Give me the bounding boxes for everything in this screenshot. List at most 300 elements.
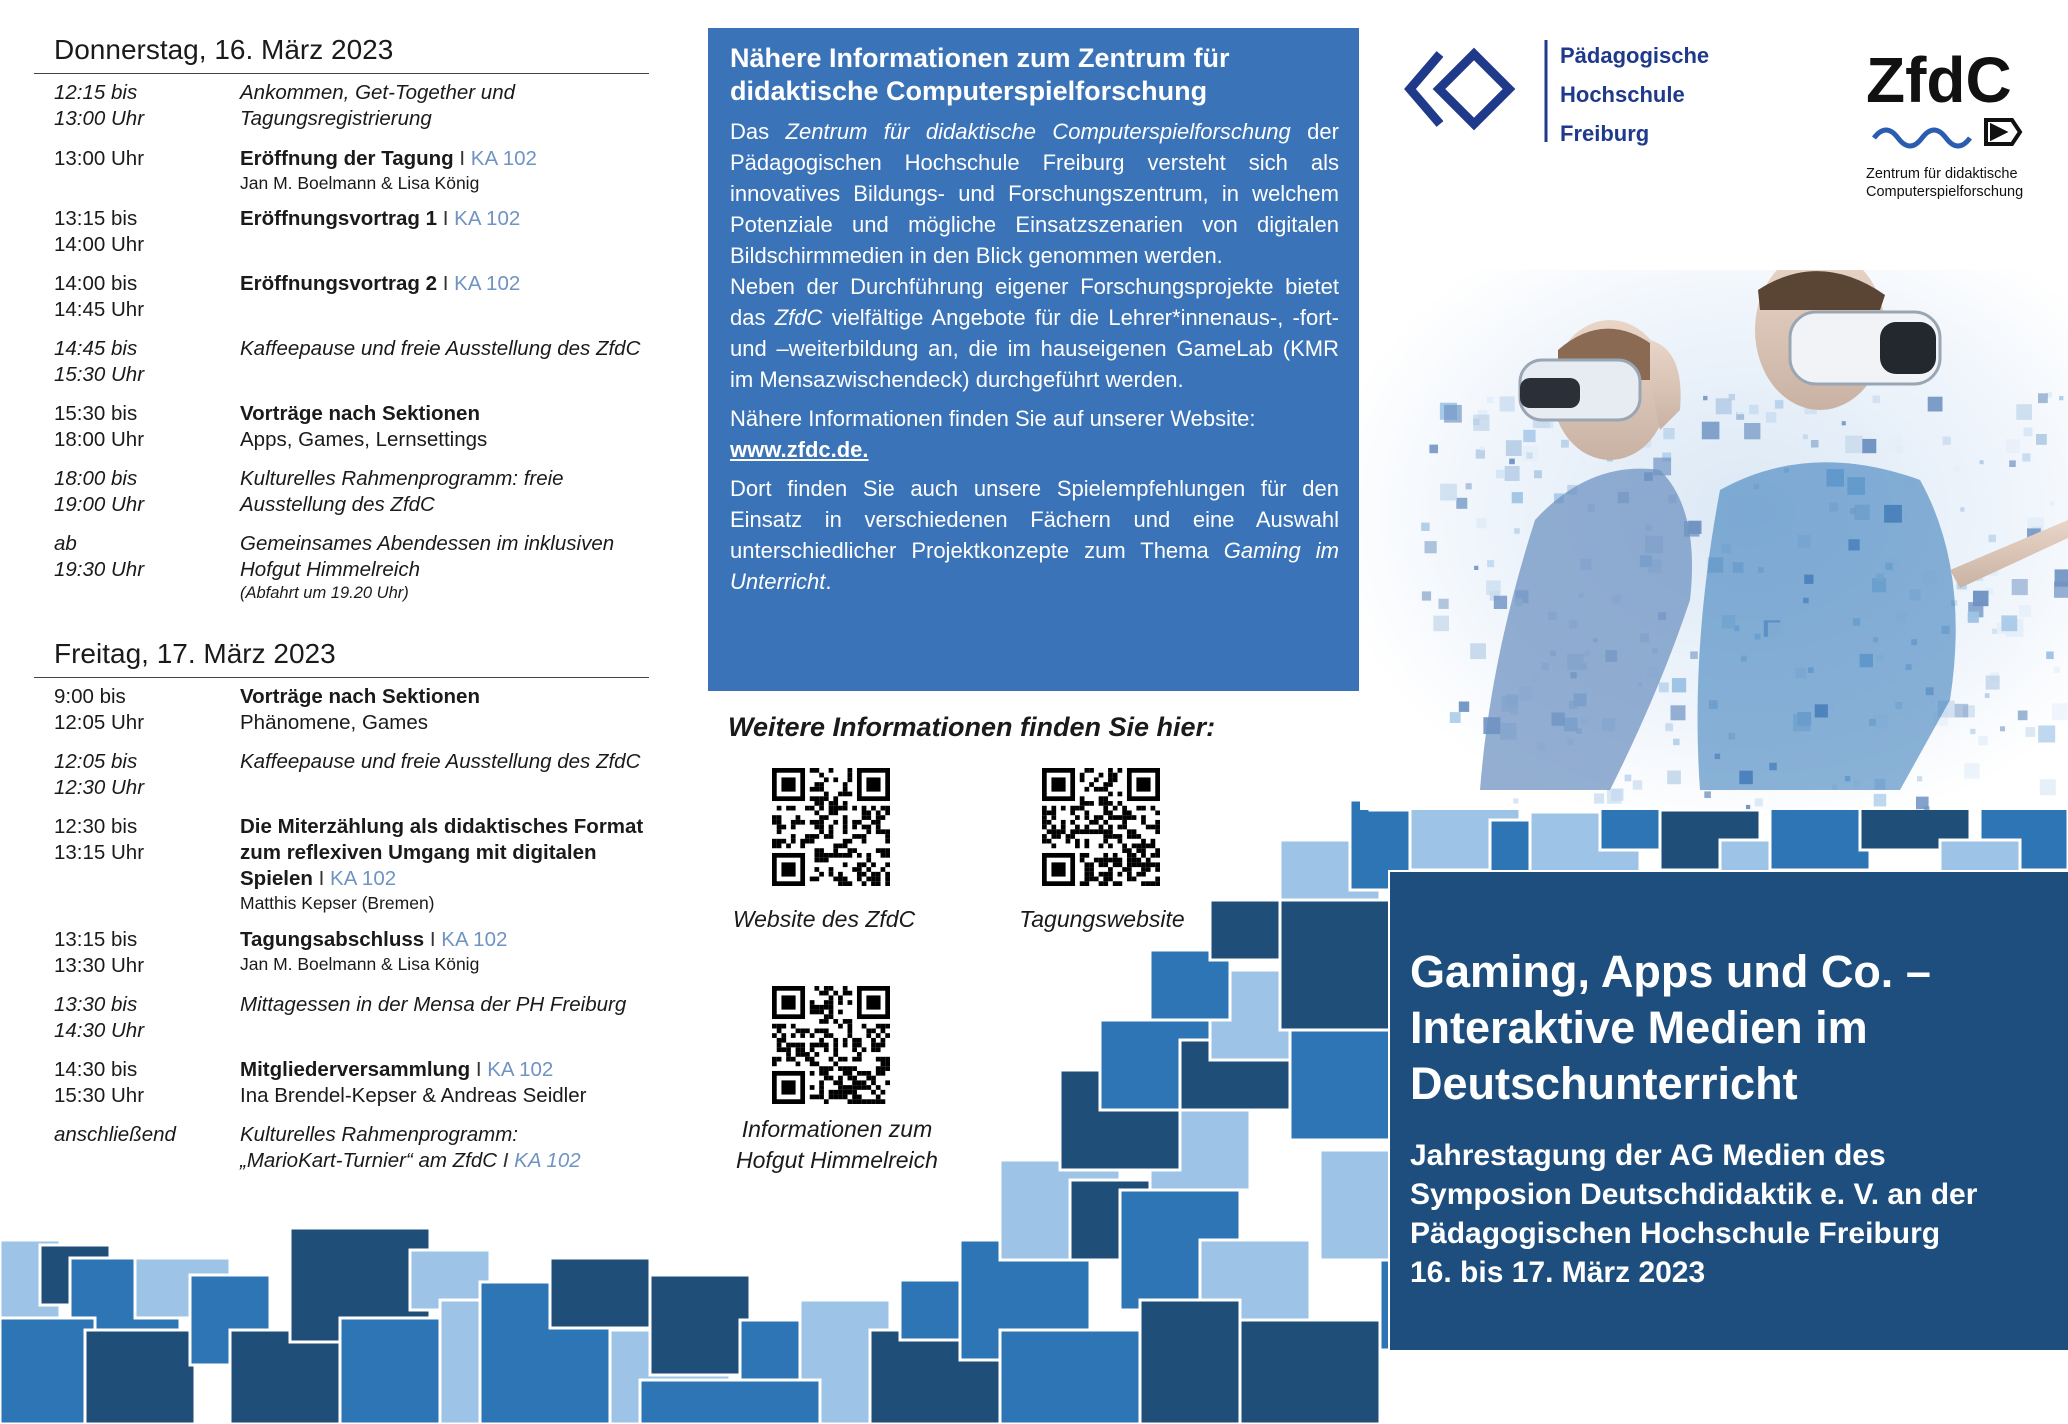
qr-module — [777, 1057, 782, 1062]
mosaic-tile — [550, 1258, 650, 1328]
qr-module — [824, 858, 829, 863]
qr-module — [885, 862, 890, 867]
session-title: Eröffnungsvortrag 1 — [240, 207, 438, 230]
pixel-particle — [1509, 459, 1515, 465]
pixel-particle — [1688, 438, 1700, 450]
qr-module — [814, 1028, 819, 1033]
qr-module — [833, 1038, 838, 1043]
qr-module — [1127, 858, 1132, 863]
qr-module — [848, 1019, 853, 1024]
time-end: 15:30 Uhr — [54, 363, 145, 386]
qr-module — [781, 1047, 786, 1052]
qr-module — [1108, 801, 1113, 806]
qr-module — [814, 825, 819, 830]
pixel-particle — [1505, 466, 1520, 481]
time-end: 19:00 Uhr — [54, 493, 145, 516]
qr-module — [824, 1033, 829, 1038]
time-start: 13:30 bis — [54, 993, 138, 1016]
pixel-particle — [1845, 436, 1863, 454]
qr-module — [1132, 877, 1137, 882]
qr-module — [1118, 881, 1123, 886]
room-label: KA 102 — [514, 1149, 581, 1172]
qr-module — [819, 853, 824, 858]
qr-code-zfdc-website[interactable] — [772, 768, 890, 886]
qr-module — [1103, 834, 1108, 839]
qr-module — [876, 825, 881, 830]
qr-module — [824, 986, 829, 991]
qr-module — [777, 1043, 782, 1048]
pixel-particle — [1989, 535, 1997, 543]
pixel-particle — [1746, 805, 1750, 809]
pixel-particle — [1440, 484, 1457, 501]
schedule-row — [54, 466, 649, 531]
qr-module — [881, 1057, 886, 1062]
speakers: Jan M. Boelmann & Lisa König — [240, 954, 480, 974]
qr-module — [1132, 829, 1137, 834]
qr-module — [777, 806, 782, 811]
qr-module — [1141, 881, 1146, 886]
qr-module — [876, 1099, 881, 1104]
qr-module — [852, 1047, 857, 1052]
qr-module — [866, 867, 871, 872]
qr-module — [829, 834, 834, 839]
qr-module — [1103, 829, 1108, 834]
qr-module — [810, 1033, 815, 1038]
qr-module — [819, 820, 824, 825]
qr-module — [1136, 777, 1150, 791]
conference-subtitle — [1410, 1136, 2046, 1292]
pixel-particle — [2001, 615, 2017, 631]
logo-text: Freiburg — [1560, 121, 1650, 146]
row-description: Gemeinsames Abendessen im inklusiven Hofgut Himmelreich — [240, 532, 615, 581]
qr-module — [824, 1000, 829, 1005]
qr-module — [857, 820, 862, 825]
qr-module — [1108, 768, 1113, 773]
qr-module — [866, 995, 880, 1009]
pixel-particle — [1690, 651, 1698, 659]
qr-module — [866, 777, 880, 791]
qr-module — [1136, 848, 1141, 853]
pixel-particle — [1980, 460, 1984, 464]
qr-module — [791, 806, 796, 811]
qr-module — [777, 825, 782, 830]
pixel-particle — [1487, 397, 1493, 403]
qr-module — [1132, 853, 1137, 858]
qr-module — [1099, 862, 1104, 867]
qr-module — [819, 991, 824, 996]
qr-module — [843, 986, 848, 991]
qr-module — [848, 991, 853, 996]
qr-module — [1122, 825, 1127, 830]
qr-module — [1132, 858, 1137, 863]
qr-module — [1136, 834, 1141, 839]
qr-module — [852, 1085, 857, 1090]
qr-module — [838, 792, 843, 797]
qr-module — [819, 782, 824, 787]
qr-module — [1089, 820, 1094, 825]
qr-module — [866, 1076, 871, 1081]
pixel-particle — [2018, 711, 2028, 721]
conference-title: Gaming, Apps und Co. – Interaktive Medien im Deutschunterricht — [1410, 946, 1931, 1109]
time-start: ab — [54, 532, 77, 555]
qr-module — [1127, 877, 1132, 882]
qr-module — [843, 1071, 848, 1076]
qr-module — [772, 820, 777, 825]
qr-module — [885, 1066, 890, 1071]
pixel-particle — [1561, 440, 1569, 448]
qr-module — [814, 853, 819, 858]
qr-module — [1146, 881, 1151, 886]
qr-module — [843, 1038, 848, 1043]
pixel-particle — [2052, 703, 2068, 720]
qr-module — [1099, 872, 1104, 877]
qr-module — [1094, 787, 1099, 792]
qr-module — [777, 820, 782, 825]
qr-module — [824, 1066, 829, 1071]
text: Nähere Informationen finden Sie auf unserer Website: — [730, 406, 1256, 431]
qr-module — [866, 858, 871, 863]
qr-module — [843, 844, 848, 849]
qr-module — [1084, 801, 1089, 806]
qr-module — [838, 1000, 843, 1005]
qr-modules — [1042, 768, 1160, 886]
qr-module — [814, 787, 819, 792]
session-title: Tagungsabschluss — [240, 928, 425, 951]
pixel-particle — [1476, 449, 1485, 458]
qr-module — [1113, 881, 1118, 886]
pixel-particle — [1775, 400, 1784, 409]
qr-module — [805, 839, 810, 844]
qr-code-hofgut-himmelreich[interactable] — [772, 986, 890, 1104]
qr-module — [1113, 853, 1118, 858]
qr-module — [857, 867, 862, 872]
qr-module — [1075, 806, 1080, 811]
pixel-particle — [1607, 789, 1622, 804]
qr-module — [824, 1099, 829, 1104]
qr-module — [805, 1057, 810, 1062]
qr-module — [791, 1043, 796, 1048]
caption-line: Informationen zum — [741, 1116, 933, 1142]
qr-module — [1141, 848, 1146, 853]
qr-module — [819, 1028, 824, 1033]
qr-module — [819, 872, 824, 877]
qr-module — [1141, 815, 1146, 820]
pixel-particle — [1874, 794, 1887, 807]
qr-module — [833, 810, 838, 815]
room-label: KA 102 — [470, 147, 537, 170]
qr-module — [1118, 834, 1123, 839]
qr-module — [791, 1033, 796, 1038]
pixel-particle — [1704, 791, 1711, 798]
qr-module — [819, 1085, 824, 1090]
qr-module — [843, 787, 848, 792]
room-label: KA 102 — [454, 207, 521, 230]
pixel-particle — [1688, 521, 1701, 534]
qr-module — [881, 1038, 886, 1043]
pixel-particle — [1594, 793, 1604, 803]
schedule-row — [54, 1122, 649, 1187]
qr-module — [862, 825, 867, 830]
qr-module — [1132, 815, 1137, 820]
pixel-particle — [1439, 599, 1449, 609]
qr-module — [838, 877, 843, 882]
qr-module — [824, 1071, 829, 1076]
row-description: Mittagessen in der Mensa der PH Freiburg — [240, 993, 627, 1016]
qr-module — [1089, 768, 1094, 773]
mosaic-tile — [1000, 1330, 1140, 1424]
qr-module — [781, 862, 795, 876]
qr-module — [819, 829, 824, 834]
qr-module — [862, 834, 867, 839]
qr-module — [871, 1080, 876, 1085]
qr-module — [876, 881, 881, 886]
qr-module — [1103, 810, 1108, 815]
qr-module — [1075, 815, 1080, 820]
qr-module — [848, 768, 853, 773]
qr-module — [1084, 768, 1089, 773]
qr-module — [1141, 853, 1146, 858]
qr-module — [1103, 858, 1108, 863]
qr-module — [791, 825, 796, 830]
qr-module — [852, 848, 857, 853]
qr-module — [819, 1090, 824, 1095]
qr-module — [843, 853, 848, 858]
qr-module — [1070, 806, 1075, 811]
pixel-particle — [1766, 412, 1777, 423]
qr-module — [829, 1010, 834, 1015]
qr-module — [805, 1028, 810, 1033]
qr-module — [848, 1076, 853, 1081]
pixel-particle — [1474, 566, 1478, 570]
qr-module — [1103, 801, 1108, 806]
qr-module — [833, 820, 838, 825]
qr-module — [871, 877, 876, 882]
qr-module — [829, 768, 834, 773]
qr-module — [781, 825, 786, 830]
gamepad-icon — [1986, 120, 2020, 144]
qr-module — [1136, 862, 1141, 867]
qr-module — [1070, 820, 1075, 825]
qr-module — [810, 1095, 815, 1100]
text-emphasis: ZfdC — [774, 305, 823, 330]
qr-module — [1084, 853, 1089, 858]
qr-module — [1089, 829, 1094, 834]
qr-module — [876, 820, 881, 825]
qr-caption: Website des ZfdC — [732, 906, 916, 932]
qr-module — [885, 1057, 890, 1062]
qr-module — [1103, 839, 1108, 844]
qr-module — [881, 1066, 886, 1071]
speakers: Jan M. Boelmann & Lisa König — [240, 173, 480, 193]
qr-module — [810, 796, 815, 801]
qr-module — [1127, 834, 1132, 839]
row-description: Kaffeepause und freie Ausstellung des ZfdC — [240, 750, 641, 773]
qr-module — [885, 839, 890, 844]
pixel-particle — [1672, 678, 1686, 692]
qr-module — [857, 1071, 862, 1076]
qr-module — [1103, 862, 1108, 867]
schedule-row — [54, 206, 649, 271]
session-topics: Phänomene, Games — [240, 711, 429, 734]
qr-module — [862, 881, 867, 886]
qr-module — [814, 1010, 819, 1015]
qr-module — [1056, 829, 1061, 834]
time-end: 12:30 Uhr — [54, 776, 145, 799]
qr-module — [1094, 820, 1099, 825]
qr-module — [862, 815, 867, 820]
qr-module — [1108, 867, 1113, 872]
qr-module — [866, 825, 871, 830]
logo-text: Zentrum für didaktische — [1866, 166, 2018, 182]
pixel-particle — [1496, 470, 1504, 478]
separator: I — [497, 1149, 515, 1172]
qr-module — [1127, 872, 1132, 877]
qr-module — [862, 839, 867, 844]
qr-module — [1103, 806, 1108, 811]
qr-module — [1047, 810, 1052, 815]
qr-module — [777, 829, 782, 834]
qr-module — [1151, 853, 1156, 858]
logo-text: Pädagogische — [1560, 43, 1710, 68]
qr-module — [843, 1085, 848, 1090]
qr-module — [1084, 839, 1089, 844]
qr-module — [1127, 848, 1132, 853]
qr-module — [876, 1033, 881, 1038]
pixel-particle — [1456, 498, 1467, 509]
session-title: Eröffnung der Tagung — [240, 147, 454, 170]
subtitle-line: Pädagogischen Hochschule Freiburg — [1410, 1217, 1941, 1250]
qr-module — [871, 1047, 876, 1052]
qr-module — [1122, 810, 1127, 815]
qr-module — [1075, 825, 1080, 830]
qr-module — [876, 1057, 881, 1062]
day-heading: Freitag, 17. März 2023 — [34, 638, 649, 678]
pixel-particle — [1729, 394, 1735, 400]
pixel-particle — [2050, 501, 2055, 506]
qr-module — [1042, 810, 1047, 815]
qr-module — [862, 1080, 867, 1085]
qr-module — [1155, 853, 1160, 858]
qr-module — [1061, 825, 1066, 830]
text: Das — [730, 119, 786, 144]
qr-module — [824, 991, 829, 996]
subtitle-line: Symposion Deutschdidaktik e. V. an der — [1410, 1178, 1978, 1211]
qr-module — [1042, 834, 1047, 839]
qr-modules — [772, 986, 890, 1104]
qr-module — [1141, 806, 1146, 811]
qr-module — [1151, 844, 1156, 849]
time-start: anschließend — [54, 1123, 176, 1146]
row-description: Ankommen, Get-Together und Tagungsregistrierung — [240, 81, 516, 130]
qr-module — [829, 806, 834, 811]
pixel-particle — [1486, 580, 1501, 595]
qr-module — [833, 877, 838, 882]
text: der Pädagogischen Hochschule Freiburg versteht sich als innovatives Bildungs- und Forschungszentrum, in welchem Potenziale und mögliche Einsatzszenarien von digitalen Bildschirmmedien in den Blick genommen werden. — [730, 119, 1339, 268]
qr-module — [791, 820, 796, 825]
qr-module — [871, 1028, 876, 1033]
qr-module — [819, 1095, 824, 1100]
qr-module — [838, 1085, 843, 1090]
pixel-particle — [2024, 428, 2033, 437]
pixel-particle — [1506, 440, 1522, 456]
qr-module — [1155, 810, 1160, 815]
qr-module — [810, 877, 815, 882]
qr-module — [819, 1005, 824, 1010]
qr-module — [1099, 858, 1104, 863]
schedule-row — [54, 749, 649, 814]
qr-module — [1108, 777, 1113, 782]
qr-module — [1103, 820, 1108, 825]
pixel-particle — [1992, 629, 1997, 634]
pixel-particle — [1954, 466, 1960, 472]
qr-module — [862, 1024, 867, 1029]
qr-module — [852, 820, 857, 825]
qr-module — [848, 792, 853, 797]
qr-module — [885, 1024, 890, 1029]
qr-module — [1122, 848, 1127, 853]
qr-module — [1103, 853, 1108, 858]
row-description: Kaffeepause und freie Ausstellung des ZfdC — [240, 337, 641, 360]
subtitle-line: Jahrestagung der AG Medien des — [1410, 1139, 1886, 1172]
qr-module — [1151, 806, 1156, 811]
pixel-particle — [1716, 398, 1732, 414]
qr-module — [1113, 815, 1118, 820]
schedule-row — [54, 336, 649, 401]
qr-module — [838, 1080, 843, 1085]
qr-module — [876, 1085, 881, 1090]
website-link[interactable]: www.zfdc.de. — [730, 437, 869, 462]
qr-module — [824, 1028, 829, 1033]
qr-module — [1113, 806, 1118, 811]
qr-module — [862, 806, 867, 811]
qr-module — [881, 806, 886, 811]
qr-module — [810, 839, 815, 844]
qr-module — [796, 820, 801, 825]
qr-module — [848, 1071, 853, 1076]
qr-module — [1113, 777, 1118, 782]
separator: I — [453, 147, 471, 170]
pixel-particle — [1842, 421, 1846, 425]
qr-module — [876, 1095, 881, 1100]
qr-module — [810, 820, 815, 825]
qr-module — [777, 1024, 782, 1029]
pixel-particle — [2000, 726, 2005, 731]
qr-module — [885, 806, 890, 811]
qr-module — [857, 1085, 862, 1090]
qr-module — [791, 834, 796, 839]
qr-module — [871, 862, 876, 867]
qr-module — [881, 867, 886, 872]
qr-module — [814, 820, 819, 825]
pixel-particle — [1523, 446, 1538, 461]
qr-code-conference-website[interactable] — [1042, 768, 1160, 886]
pixel-particle — [1973, 591, 1989, 607]
qr-module — [857, 877, 862, 882]
qr-module — [829, 853, 834, 858]
qr-module — [1146, 867, 1151, 872]
qr-module — [814, 848, 819, 853]
qr-module — [819, 787, 824, 792]
qr-module — [824, 853, 829, 858]
qr-module — [814, 1005, 819, 1010]
qr-module — [1080, 777, 1085, 782]
qr-module — [843, 806, 848, 811]
qr-modules — [772, 768, 890, 886]
qr-module — [824, 777, 829, 782]
pixel-particle — [1703, 396, 1707, 400]
row-description: Kulturelles Rahmenprogramm: freie Ausstellung des ZfdC — [240, 467, 564, 516]
qr-module — [843, 862, 848, 867]
